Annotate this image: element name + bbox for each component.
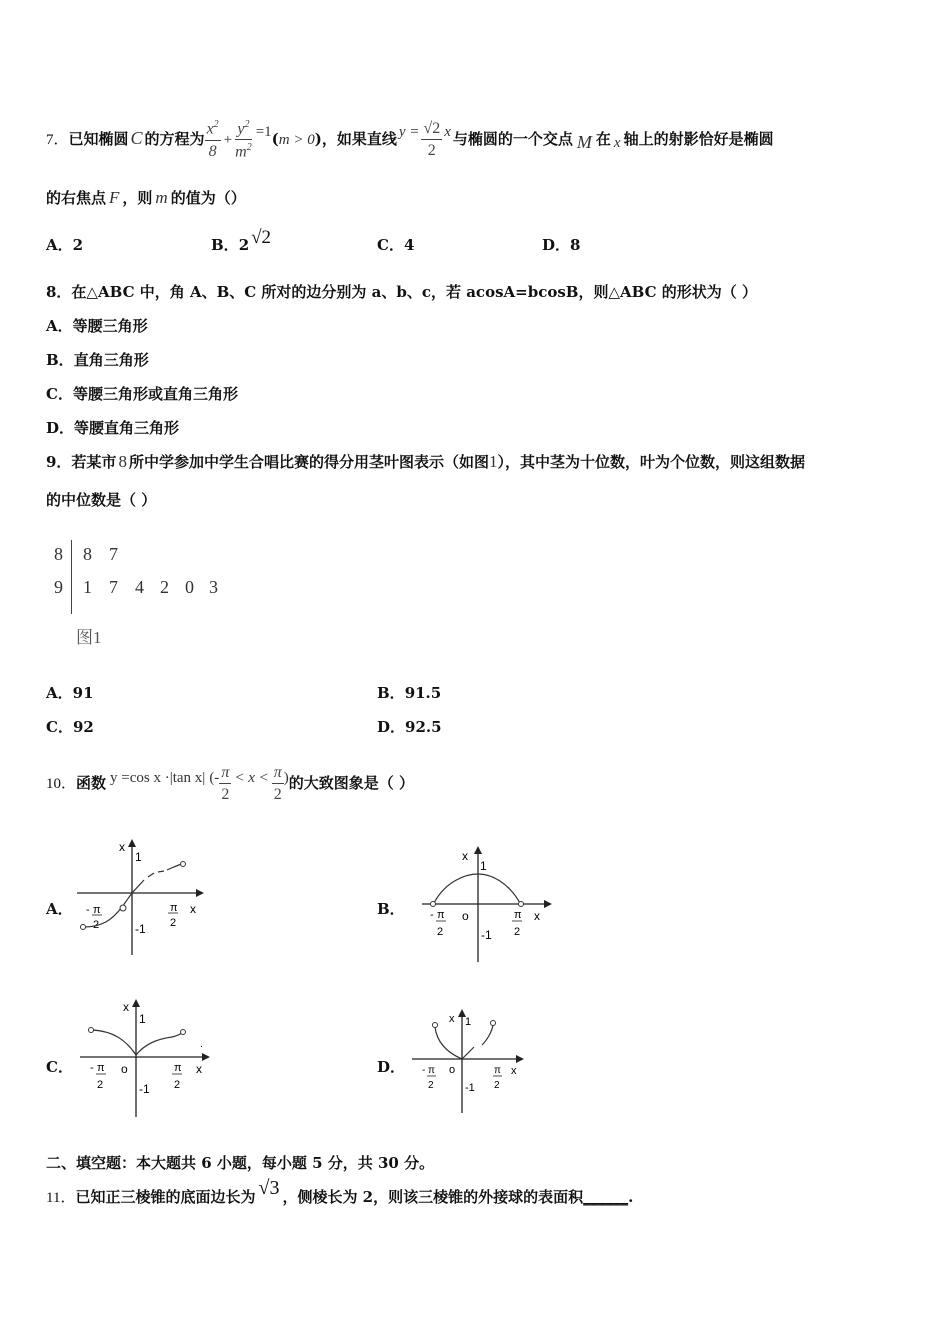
endpoint-open xyxy=(89,1028,94,1033)
q9-option-a[interactable] xyxy=(46,682,94,703)
q7-line-lhs: y = xyxy=(398,124,420,140)
tick-label-two: 2 xyxy=(494,1080,500,1091)
q7-line2 xyxy=(46,186,246,210)
q10-graph-a[interactable] xyxy=(72,835,212,960)
option-value: 8 xyxy=(570,236,581,254)
option-label: B． xyxy=(46,351,74,369)
q7-text: 轴上的射影恰好是椭圆 xyxy=(623,130,774,148)
endpoint-open xyxy=(181,1030,186,1035)
q10-stem xyxy=(46,756,414,810)
q10-domain-open: (- xyxy=(209,770,220,786)
q8-option-a[interactable] xyxy=(46,315,148,336)
q7-axis-x: x xyxy=(613,135,621,151)
q10-graph-b[interactable] xyxy=(420,842,560,967)
q11-stem xyxy=(46,1176,633,1216)
stem-leaf-caption: 图1 xyxy=(76,628,102,647)
stem-leaf-row xyxy=(54,544,118,565)
leaf-value: 4 xyxy=(135,577,144,597)
tick-label-pi: π xyxy=(428,1065,435,1076)
q10-option-b-label[interactable]: B． xyxy=(377,900,405,918)
x-axis-arrow xyxy=(516,1055,524,1063)
q10-two: 2 xyxy=(221,786,230,803)
q10-number: 10． xyxy=(46,776,77,792)
endpoint-open xyxy=(519,902,524,907)
q10-text: 函数 xyxy=(76,774,107,792)
curve-left xyxy=(435,1027,462,1059)
q10-pi-half xyxy=(272,765,284,803)
endpoint-open xyxy=(431,902,436,907)
x-axis-label: x xyxy=(190,902,196,916)
y-axis-label: x xyxy=(119,840,125,854)
tick-label-two: 2 xyxy=(170,917,177,929)
leaf-value: 2 xyxy=(160,577,169,597)
q7-text: 的值为（） xyxy=(170,189,246,207)
q10-option-d-label[interactable]: D． xyxy=(377,1058,406,1076)
tick-label-pi: π xyxy=(170,902,178,914)
option-label: A． xyxy=(46,236,73,254)
q11-text: . xyxy=(628,1188,634,1206)
q11-text: 已知正三棱锥的底面边长为 xyxy=(75,1188,256,1206)
tick-label-neg1: -1 xyxy=(135,922,146,936)
tick-label-pi: π xyxy=(93,904,101,916)
q7-text: 的右焦点 xyxy=(46,189,107,207)
q7-rhs: =1 xyxy=(255,124,272,140)
tick-label-two: 2 xyxy=(428,1080,434,1091)
q9-text: ），其中茎为十位数，叶为个位数，则这组数据 xyxy=(497,453,805,471)
q10-two: 2 xyxy=(273,786,282,803)
x-axis-label: x xyxy=(534,909,540,923)
q9-text: 所中学参加中学生合唱比赛的得分用茎叶图表示（如图 xyxy=(128,453,489,471)
q7-option-a[interactable] xyxy=(46,234,83,255)
x-axis-arrow xyxy=(196,889,204,897)
q7-text: 已知椭圆 xyxy=(68,130,129,148)
q7-text: ，则 xyxy=(122,189,153,207)
tick-label-neg-sign: - xyxy=(90,1062,94,1074)
leaf-value: 7 xyxy=(109,577,118,597)
tick-label-two: 2 xyxy=(514,926,521,938)
q8-option-d[interactable] xyxy=(46,417,179,438)
q7-line-den: 2 xyxy=(427,142,436,159)
stray-dot: . xyxy=(200,1039,203,1050)
leaf-value: 1 xyxy=(83,577,92,597)
q11-text: ，侧棱长为 2，则该三棱锥的外接球的表面积 xyxy=(282,1188,584,1206)
q7-cond-close: )， xyxy=(314,130,337,148)
q9-fig-number: 1 xyxy=(488,452,498,471)
q7-line-num: √2 xyxy=(421,121,442,140)
tick-label-neg-sign: - xyxy=(430,909,434,921)
q9-option-c[interactable] xyxy=(46,716,94,737)
option-label: A． xyxy=(46,684,73,702)
option-label: A． xyxy=(46,317,73,335)
q10-option-a-label[interactable]: A． xyxy=(46,900,73,918)
tick-label-two: 2 xyxy=(93,919,100,931)
q9-stem-line1 xyxy=(46,451,805,472)
y-axis-arrow xyxy=(128,839,136,847)
option-label: C． xyxy=(377,236,404,254)
tick-label-pi: π xyxy=(437,909,445,921)
q10-graph-d[interactable] xyxy=(410,1005,535,1115)
q7-text: 如果直线 xyxy=(336,130,397,148)
option-value: 2 xyxy=(72,236,84,254)
curve-right-lower xyxy=(462,1047,474,1059)
option-value: 等腰三角形 xyxy=(72,317,148,335)
q9-number-8: 8 xyxy=(118,452,127,471)
curve-right xyxy=(132,871,164,893)
option-value: 2 xyxy=(238,236,250,254)
tick-label-pi: π xyxy=(514,909,522,921)
option-label: B． xyxy=(211,236,239,254)
q7-cond: m > 0 xyxy=(278,132,315,148)
q7-line1 xyxy=(46,118,774,161)
q9-option-b[interactable] xyxy=(377,682,441,703)
option-label: D． xyxy=(46,419,75,437)
stem-leaf-divider xyxy=(71,540,72,614)
option-value: 4 xyxy=(403,236,415,254)
q8-stem: 8．在△ABC 中，角 A、B、C 所对的边分别为 a、b、c，若 acosA=bcosB，则△ABC 的形状为（ ） xyxy=(46,283,757,301)
x-axis-arrow xyxy=(202,1053,210,1061)
q10-pi: π xyxy=(219,765,231,784)
tick-label-two: 2 xyxy=(437,926,444,938)
leaf-value: 8 xyxy=(83,544,92,564)
option-value: 直角三角形 xyxy=(73,351,149,369)
option-value: 92 xyxy=(72,718,94,736)
y-axis-arrow xyxy=(132,999,140,1007)
curve-right-top xyxy=(167,864,182,870)
curve-right-upper xyxy=(482,1025,493,1045)
q7-cond-open: ( xyxy=(271,130,279,148)
q11-number: 11． xyxy=(46,1190,76,1206)
q7-point-m: M xyxy=(576,132,592,152)
q10-graph-c[interactable] xyxy=(78,995,218,1120)
option-label: C． xyxy=(46,385,73,403)
x-axis-label: x xyxy=(196,1062,202,1076)
tick-label-1: 1 xyxy=(139,1012,146,1026)
x-axis-label: x xyxy=(511,1065,517,1077)
q7-line-fraction xyxy=(421,121,442,159)
tick-label-pi: π xyxy=(494,1065,501,1076)
q9-text: 9．若某市 xyxy=(46,453,117,471)
tick-label-1: 1 xyxy=(480,859,487,873)
endpoint-open xyxy=(433,1023,438,1028)
q7-frac-y-num: y xyxy=(237,120,245,137)
option-value: 91 xyxy=(72,684,94,702)
tick-label-1: 1 xyxy=(135,850,142,864)
q10-function: y =cos x ·|tan x| xyxy=(110,770,206,786)
tick-label-neg-sign: - xyxy=(422,1065,426,1076)
q10-pi: π xyxy=(272,765,284,784)
curve-right xyxy=(136,1033,182,1055)
q11-answer-blank[interactable]: ______ xyxy=(583,1188,629,1206)
option-label: D． xyxy=(377,718,406,736)
q7-text: 在 xyxy=(595,130,611,148)
x-axis-arrow xyxy=(544,900,552,908)
option-value: 91.5 xyxy=(404,684,442,702)
y-axis-label: x xyxy=(462,849,468,863)
origin-open xyxy=(120,905,126,911)
origin-label: o xyxy=(121,1062,128,1076)
q7-frac-y-den: m xyxy=(235,143,247,161)
curve-left xyxy=(92,1030,136,1055)
stem-leaf-row xyxy=(54,577,218,598)
origin-label: o xyxy=(449,1064,456,1076)
q7-line-x: x xyxy=(444,124,451,140)
option-value: 等腰直角三角形 xyxy=(74,419,180,437)
leaf-value: 3 xyxy=(209,577,218,597)
tick-label-pi: π xyxy=(174,1062,182,1074)
q10-option-c-label[interactable]: C． xyxy=(46,1058,73,1076)
section-heading: 二、填空题：本大题共 6 小题，每小题 5 分，共 30 分。 xyxy=(46,1154,435,1172)
endpoint-open xyxy=(181,862,186,867)
q7-option-c[interactable] xyxy=(377,234,414,255)
q7-var-m: m xyxy=(155,188,168,207)
q11-radical: √3 xyxy=(258,1177,280,1199)
q10-domain-close: ) xyxy=(283,770,289,786)
q9-option-d[interactable] xyxy=(377,716,442,737)
q7-option-d[interactable] xyxy=(542,234,580,255)
y-axis-label: x xyxy=(449,1013,455,1025)
option-label: D． xyxy=(542,236,571,254)
y-axis-arrow xyxy=(474,846,482,854)
option-value: 92.5 xyxy=(405,718,442,736)
q7-fraction-y: $\frac{y^2}{m^2}$ xyxy=(235,118,252,161)
endpoint-open xyxy=(81,925,86,930)
tick-label-1: 1 xyxy=(465,1016,472,1028)
option-value: 等腰三角形或直角三角形 xyxy=(72,385,238,403)
q9-stem-line2: 的中位数是（ ） xyxy=(46,491,157,509)
q7-frac-x-num: x xyxy=(206,120,214,138)
option-label: C． xyxy=(46,718,73,736)
tick-label-pi: π xyxy=(97,1062,105,1074)
q7-option-b[interactable] xyxy=(211,227,272,256)
stem-value: 9 xyxy=(54,577,63,597)
q8-option-c[interactable] xyxy=(46,383,238,404)
leaf-value: 7 xyxy=(109,544,118,564)
endpoint-open xyxy=(491,1021,496,1026)
y-axis-label: x xyxy=(123,1000,129,1014)
origin-label: o xyxy=(462,909,469,923)
arch-curve xyxy=(434,874,520,903)
q7-focus-f: F xyxy=(109,188,120,207)
stem-leaf-plot xyxy=(46,536,236,648)
q10-inequality: < x < xyxy=(234,770,269,786)
tick-label-two: 2 xyxy=(174,1079,181,1091)
q7-plus: + xyxy=(223,132,233,148)
q10-neg-pi-half xyxy=(219,765,231,803)
q7-curve-c: C xyxy=(130,128,143,148)
tick-label-two: 2 xyxy=(97,1079,104,1091)
leaf-value: 0 xyxy=(185,577,194,597)
q10-text: 的大致图象是（ ） xyxy=(288,774,414,792)
option-label: B． xyxy=(377,684,405,702)
tick-label-neg-sign: - xyxy=(86,904,90,916)
q7-number: 7． xyxy=(46,132,69,148)
q7-fraction-x: $\frac{x^2}{8}$ xyxy=(206,119,219,160)
option-radical: √2 xyxy=(251,227,272,248)
q7-text: 的方程为 xyxy=(144,130,205,148)
q7-frac-x-den: 8 xyxy=(208,142,217,160)
tick-label-neg1: -1 xyxy=(481,928,492,942)
tick-label-neg1: -1 xyxy=(139,1082,150,1096)
stem-value: 8 xyxy=(54,544,63,564)
q8-option-b[interactable] xyxy=(46,349,149,370)
q7-text: 与椭圆的一个交点 xyxy=(452,130,573,148)
tick-label-neg1: -1 xyxy=(465,1082,475,1094)
